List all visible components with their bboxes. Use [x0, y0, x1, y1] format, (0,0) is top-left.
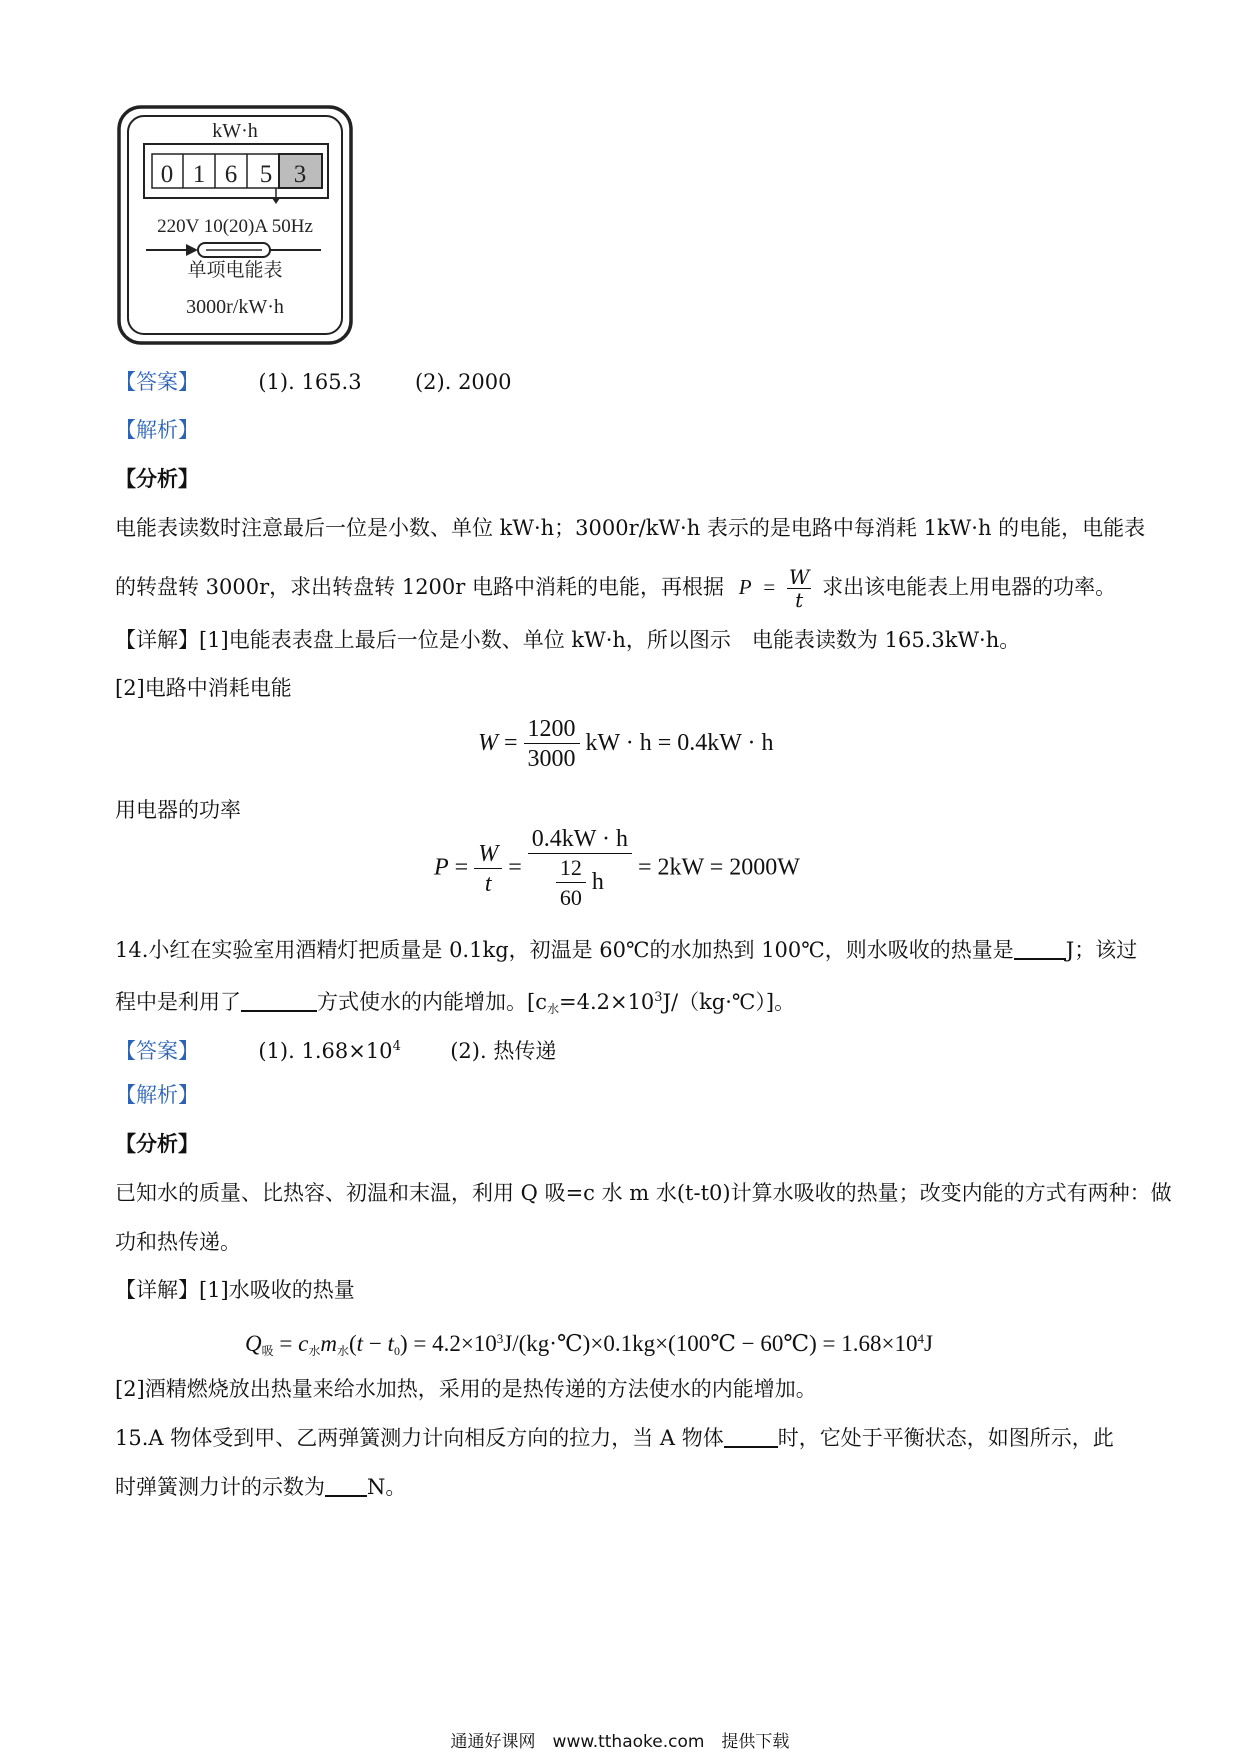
meter-digit-4: 5 [259, 161, 273, 188]
q14-fenxi-line-1: 已知水的质量、比热容、初温和末温，利用 Q 吸=c 水 m 水(t-t0)计算水吸收的热量；改变内能的方式有两种：做 [115, 1181, 1172, 1205]
q14-question-line-1 [115, 935, 1137, 965]
meter-digit-3: 6 [224, 161, 238, 188]
q13-power-formula: P = $\frac{W}{t}$ = 0.4kW · h $\frac{12}{60}$ h = 2kW = 2000W [434, 826, 800, 910]
q13-power-label: 用电器的功率 [115, 798, 241, 822]
q14-answer-line: 【答案】 (1). $1.68\times 10^4$ (2). 热传递 [115, 1039, 557, 1063]
q15-question-text-1b: 时，它处于平衡状态，如图所示，此 [777, 1426, 1114, 1450]
q13-detail-line-1: 【详解】[1]电能表表盘上最后一位是小数、单位 kW·h，所以图示 电能表读数为 165.3kW·h。 [115, 628, 1021, 652]
q14-question-text-1b: J；该过 [1065, 938, 1138, 962]
q14-detail-line-2: [2]酒精燃烧放出热量来给水加热，采用的是热传递的方法使水的内能增加。 [115, 1377, 817, 1401]
q14-answer-label: 【答案】 [115, 1039, 199, 1063]
meter-unit-label: kW·h [212, 120, 258, 142]
q15-question-line-1 [115, 1423, 1114, 1453]
q13-fenxi-label: 【分析】 [115, 466, 199, 491]
q14-answer-1: (1). 1.68×10 [258, 1039, 393, 1063]
q14-fenxi-label: 【分析】 [115, 1131, 199, 1156]
meter-digit-2: 1 [192, 161, 206, 188]
q15-question-text-1a: 15.A 物体受到甲、乙两弹簧测力计向相反方向的拉力，当 A 物体 [115, 1426, 724, 1450]
electric-meter-figure [116, 104, 356, 353]
meter-spec-label: 220V 10(20)A 50Hz [157, 216, 313, 237]
meter-digit-5: 3 [293, 161, 307, 188]
q13-answer-line [115, 367, 512, 397]
q13-answer-1: (1). 165.3 [258, 370, 362, 394]
q15-question-text-2a: 时弹簧测力计的示数为 [115, 1475, 325, 1499]
q14-answer-2: (2). 热传递 [450, 1039, 557, 1063]
page-footer: 通通好课网 www.tthaoke.com 提供下载 [450, 1732, 790, 1752]
meter-svg [116, 104, 356, 349]
q13-analysis-label: 【解析】 [115, 418, 199, 442]
q13-answer-label: 【答案】 [115, 370, 199, 394]
q14-question-text-2a: 程中是利用了 [115, 990, 241, 1014]
q14-question-text-2d: J/（kg·℃）]。 [662, 990, 796, 1014]
q14-question-text-2c: =4.2×10 [558, 990, 655, 1014]
meter-revolution-label: 3000r/kW·h [186, 296, 284, 318]
q14-analysis-label: 【解析】 [115, 1083, 199, 1107]
q15-blank-2 [325, 1473, 367, 1497]
q13-inline-formula-p: P = [738, 575, 777, 599]
q14-blank-1 [1014, 936, 1066, 960]
q14-detail-line-1: 【详解】[1]水吸收的热量 [115, 1278, 355, 1302]
meter-digit-1: 0 [160, 161, 174, 188]
q14-question-line-2: 程中是利用了 方式使水的内能增加。$[c_水=4.2\times 10^3J/(kg\cdot℃)]$。 [115, 990, 796, 1016]
q15-question-text-2b: N。 [367, 1475, 407, 1499]
q14-blank-2 [241, 988, 317, 1012]
q13-fenxi-line-1: 电能表读数时注意最后一位是小数、单位 kW·h；3000r/kW·h 表示的是电路中每消耗 1kW·h 的电能，电能表 [115, 516, 1146, 540]
q13-energy-formula: W = $\frac{1200}{3000}$ kW · h = 0.4kW · h [478, 716, 774, 772]
q13-fenxi-line-2 [115, 566, 1116, 611]
q13-answer-2: (2). 2000 [414, 370, 512, 394]
q14-heat-formula: $Q_吸 = c_水m_水(t - t_0)$ = $4.2\times 10^3J/(kg\cdot℃)\times 0.1kg\times(100℃$ − 60℃) = $1.68\times 10^4J$ [245, 1331, 933, 1358]
q14-question-text-2b: 方式使水的内能增加。[c [317, 990, 547, 1014]
meter-name-label: 单项电能表 [187, 259, 283, 281]
q14-question-text-1a: 14.小红在实验室用酒精灯把质量是 0.1kg，初温是 60℃的水加热到 100℃，则水吸收的热量是 [115, 938, 1014, 962]
q15-question-line-2 [115, 1472, 406, 1502]
q14-fenxi-line-2: 功和热传递。 [115, 1230, 241, 1254]
q13-detail-line-2: [2]电路中消耗电能 [115, 676, 292, 700]
q13-fenxi-line-2b: 求出该电能表上用电器的功率。 [822, 575, 1117, 599]
q13-fenxi-line-2a: 的转盘转 3000r，求出转盘转 1200r 电路中消耗的电能，再根据 [115, 575, 724, 599]
q13-inline-fraction: $\frac{W}{t}$ [788, 565, 810, 612]
q15-blank-1 [724, 1424, 778, 1448]
